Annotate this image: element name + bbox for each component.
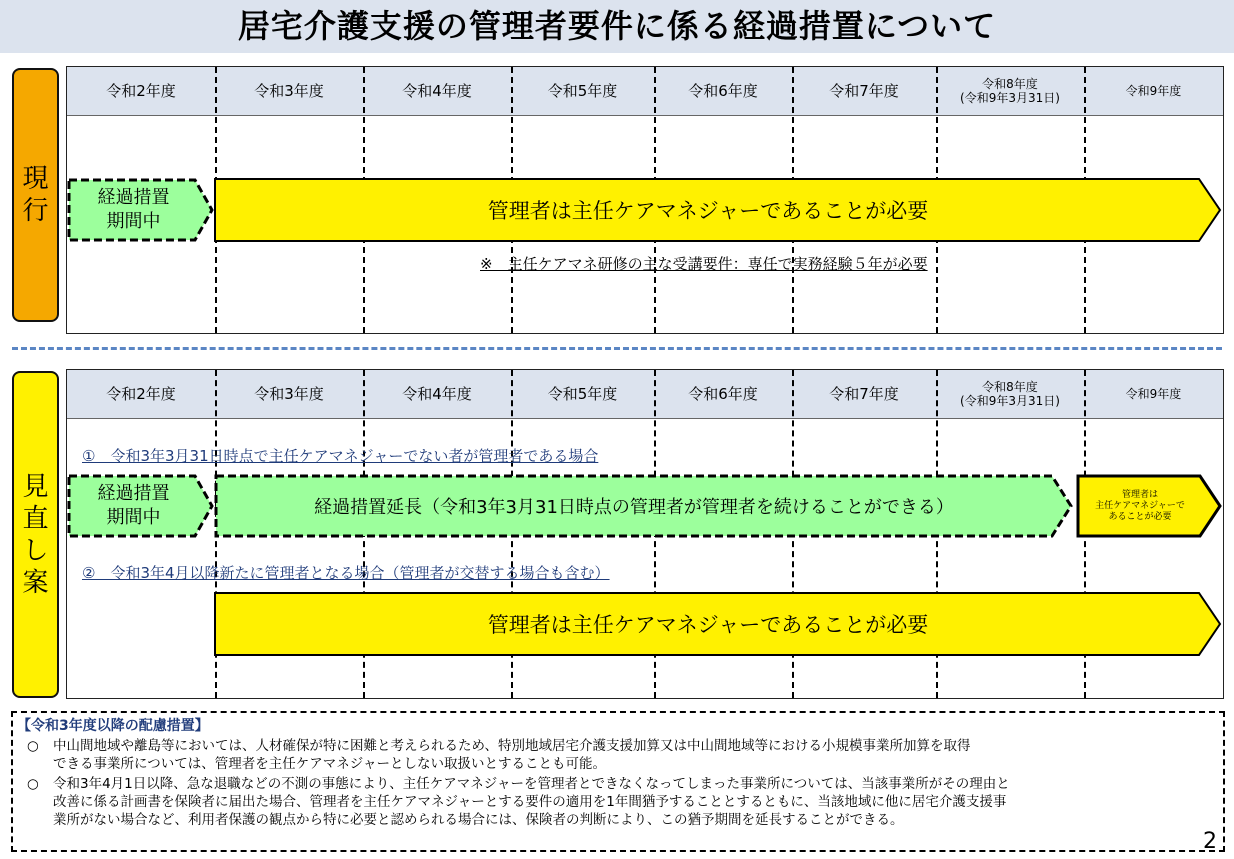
year-header-r8 [936,67,1084,115]
proposal-transition-line: 期間中 [106,507,161,528]
page-title: 居宅介護支援の管理者要件に係る経過措置について [0,0,1234,53]
year-header-r4: 令和4年度 [402,385,472,403]
considerations-title: 【令和3年度以降の配慮措置】 [17,718,209,734]
proposal-main-arrow [214,592,1222,656]
consideration-item-2 [17,775,1212,831]
current-transition-line: 経過措置 [97,187,170,208]
year-header-r2: 令和2年度 [106,385,176,403]
current-main-arrow-label: 管理者は主任ケアマネジャーであることが必要 [487,199,929,223]
year-header-r7: 令和7年度 [829,82,899,100]
proposal-main-arrow-label: 管理者は主任ケアマネジャーであることが必要 [487,613,929,637]
consideration-line: 業所がない場合など、利用者保護の観点から特に必要と認められる場合には、保険者の判断により、この猶予期間を延長することができる。 [53,812,904,828]
consideration-line: 改善に係る計画書を保険者に届出た場合、管理者を主任ケアマネジャーとする要件の適用を1年間猶予することとするともに、当該地域に他に居宅介護支援事 [53,794,1007,810]
r9-requirement-arrow [1076,474,1222,538]
consideration-line: 中山間地域や離島等においては、人材確保が特に困難と考えられるため、特別地域居宅介護支援加算又は中山間地域等における小規模事業所加算を取得 [53,738,971,754]
year-header-r7: 令和7年度 [829,385,899,403]
year-header-r5: 令和5年度 [547,82,618,100]
year-header-r9: 令和9年度 [1125,84,1182,98]
year-header-r8-label: 令和8年度 [982,380,1038,394]
r9-arrow-line: あることが必要 [1108,511,1172,522]
section-separator [12,347,1222,350]
proposal-transition-arrow [67,474,214,538]
case1-label: ① 令和3年3月31日時点で主任ケアマネジャーでない者が管理者である場合 [82,447,599,465]
bullet-mark: ○ [27,776,39,792]
current-note: ※ 主任ケアマネ研修の主な受講要件：専任で実務経験５年が必要 [480,255,928,273]
extension-arrow-label: 経過措置延長（令和3年3月31日時点の管理者が管理者を続けることができる） [314,497,954,518]
proposal-side-char: し [22,535,49,566]
year-header-r4: 令和4年度 [402,82,472,100]
proposal-side-char: 見 [22,471,49,502]
year-header-r3: 令和3年度 [254,82,324,100]
consideration-line: 令和3年4月1日以降、急な退職などの不測の事態により、主任ケアマネジャーを管理者とできなくなってしまった事業所については、当該事業所がその理由と [53,776,1010,792]
case2-label: ② 令和3年4月以降新たに管理者となる場合（管理者が交替する場合も含む） [82,564,610,582]
current-transition-arrow [67,178,214,242]
current-side-char: 現 [22,164,49,194]
consideration-item-1 [17,737,1212,775]
year-header-r3: 令和3年度 [254,385,324,403]
r9-arrow-line: 管理者は [1121,489,1158,500]
year-header-r9: 令和9年度 [1125,387,1182,401]
year-header-r8 [936,370,1084,418]
year-header-r8-label: 令和8年度 [982,77,1038,91]
year-header-r2: 令和2年度 [106,82,176,100]
year-header-row [67,370,1223,419]
year-header-r6: 令和6年度 [688,82,758,100]
considerations-box [11,711,1225,852]
bullet-mark: ○ [27,738,39,754]
year-header-r8-date: (令和9年3月31日) [960,91,1060,105]
consideration-line: できる事業所については、管理者を主任ケアマネジャーとしない取扱いとすることも可能。 [53,756,606,772]
year-header-r8-date: (令和9年3月31日) [960,394,1060,408]
extension-arrow [214,474,1074,538]
page-number: 2 [1203,829,1217,854]
proposal-transition-line: 経過措置 [97,483,170,504]
proposal-side-label [12,371,59,698]
year-header-r5: 令和5年度 [547,385,618,403]
current-side-char: 行 [22,196,49,226]
r9-arrow-line: 主任ケアマネジャーで [1095,500,1185,511]
proposal-side-char: 案 [22,567,49,598]
year-header-row [67,67,1223,116]
current-transition-line: 期間中 [106,211,161,232]
current-main-arrow [214,178,1222,242]
proposal-side-char: 直 [22,503,49,534]
year-header-r6: 令和6年度 [688,385,758,403]
current-side-label [12,68,59,322]
